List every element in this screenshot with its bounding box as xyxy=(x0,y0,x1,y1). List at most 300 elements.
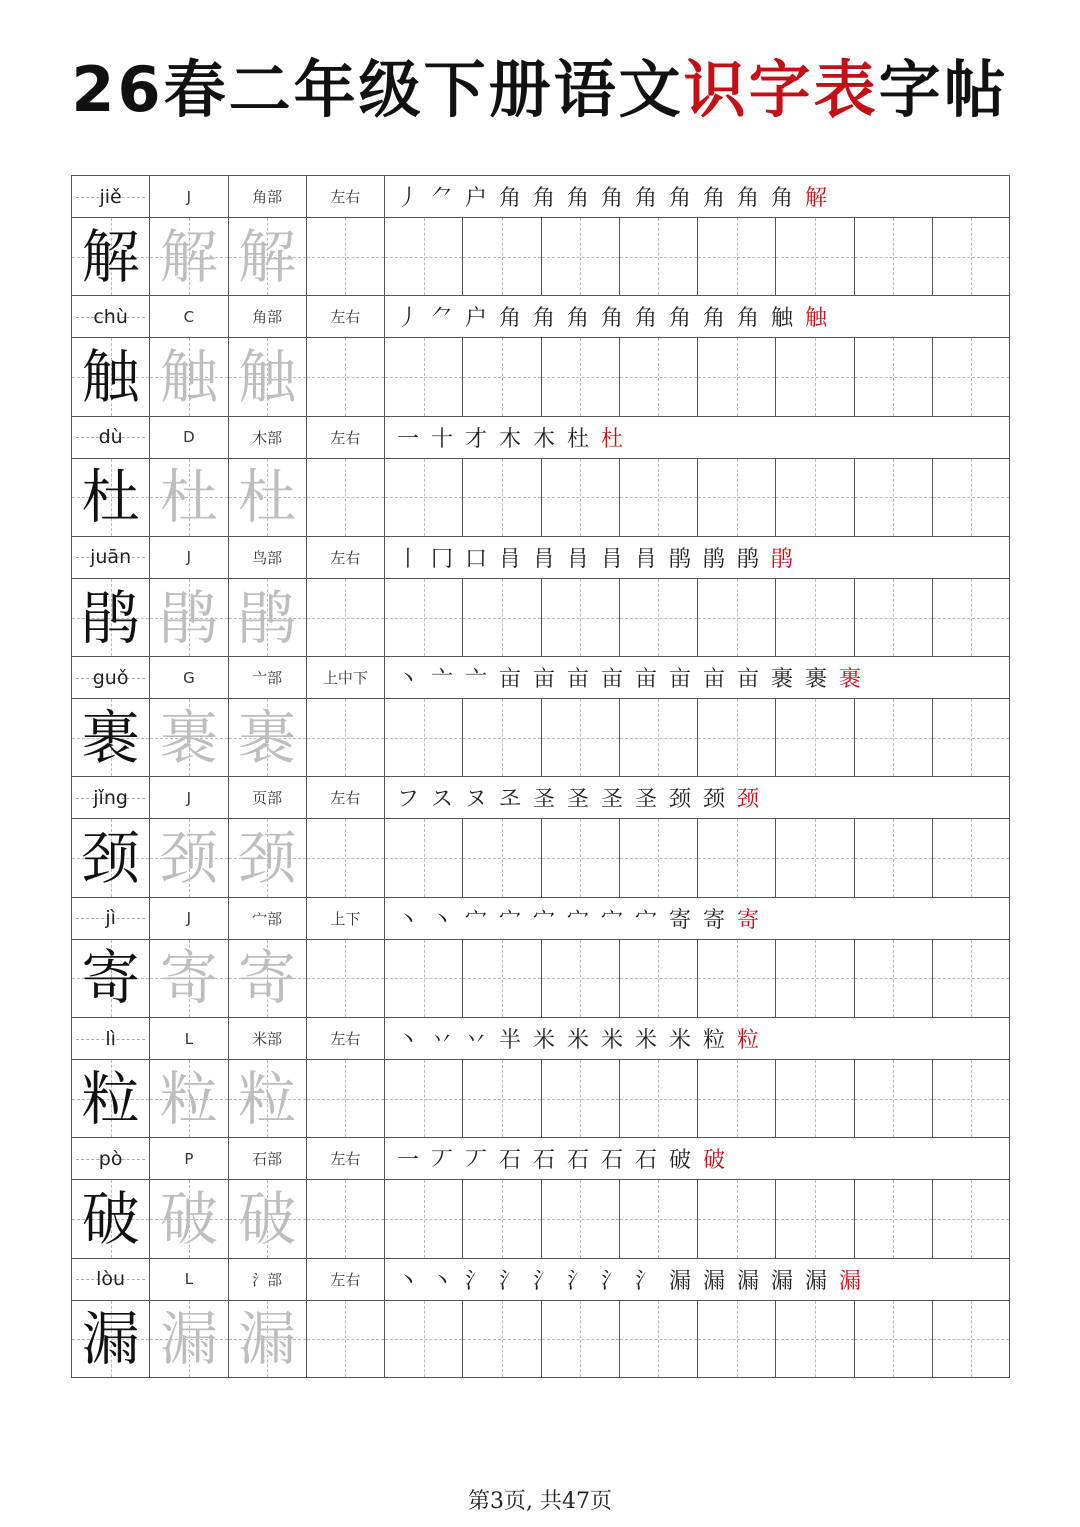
practice-box[interactable] xyxy=(697,579,775,656)
stroke-step: ⺈ xyxy=(430,306,453,332)
stroke-step: 角 xyxy=(702,306,725,332)
model-character xyxy=(71,1060,149,1137)
character-glyph: 寄 xyxy=(159,944,218,1013)
practice-box[interactable] xyxy=(854,459,932,536)
trace-character xyxy=(228,940,306,1017)
stroke-step: 氵 xyxy=(566,1268,589,1294)
practice-box[interactable] xyxy=(932,699,1010,776)
stroke-step: 氵 xyxy=(532,1268,555,1294)
stroke-step: 角 xyxy=(566,186,589,211)
stroke-step: 触 xyxy=(770,306,793,332)
character-unit xyxy=(71,897,1010,1017)
trace-character xyxy=(228,1180,306,1257)
stroke-step: 丿 xyxy=(396,186,419,211)
practice-box[interactable] xyxy=(775,1180,853,1257)
stroke-step: 漏 xyxy=(770,1268,793,1294)
trace-character xyxy=(149,1060,227,1137)
practice-box[interactable] xyxy=(697,1301,775,1377)
stroke-step: 宀 xyxy=(600,907,623,933)
practice-box[interactable] xyxy=(384,1060,462,1137)
character-glyph: 寄 xyxy=(81,944,140,1013)
stroke-step: 杜 xyxy=(600,426,623,452)
practice-box[interactable] xyxy=(932,940,1010,1017)
structure: 左右 xyxy=(306,537,384,578)
trace-character xyxy=(228,1060,306,1137)
practice-box[interactable] xyxy=(384,338,462,415)
stroke-step: 角 xyxy=(634,186,657,211)
stroke-step: 角 xyxy=(668,186,691,211)
character-glyph: 粒 xyxy=(159,1064,218,1133)
character-glyph: 漏 xyxy=(81,1304,140,1373)
stroke-order xyxy=(384,537,1010,578)
practice-box[interactable] xyxy=(697,1180,775,1257)
writing-row xyxy=(71,1300,1010,1378)
info-row xyxy=(71,776,1010,818)
practice-box[interactable] xyxy=(775,1060,853,1137)
model-character xyxy=(71,940,149,1017)
stroke-step: 角 xyxy=(702,186,725,211)
stroke-step: 石 xyxy=(566,1148,589,1174)
info-row xyxy=(71,536,1010,578)
practice-box[interactable] xyxy=(775,579,853,656)
trace-character xyxy=(149,338,227,415)
trace-character xyxy=(149,1180,227,1257)
stroke-order xyxy=(384,176,1010,217)
practice-box[interactable] xyxy=(306,940,384,1017)
stroke-step: 角 xyxy=(566,306,589,332)
stroke-step: 破 xyxy=(668,1148,691,1174)
stroke-step: 漏 xyxy=(668,1268,691,1294)
practice-box[interactable] xyxy=(854,1301,932,1377)
stroke-step: 角 xyxy=(736,186,759,211)
practice-box[interactable] xyxy=(775,338,853,415)
practice-box[interactable] xyxy=(697,218,775,295)
practice-box[interactable] xyxy=(697,338,775,415)
page-footer: 第3页, 共47页 xyxy=(468,1489,612,1514)
practice-box[interactable] xyxy=(541,1180,619,1257)
practice-box[interactable] xyxy=(462,218,540,295)
character-glyph: 粒 xyxy=(238,1064,297,1133)
practice-box[interactable] xyxy=(462,579,540,656)
character-glyph: 裹 xyxy=(81,703,140,772)
practice-box[interactable] xyxy=(932,218,1010,295)
initial-letter: C xyxy=(149,296,227,337)
practice-box[interactable] xyxy=(306,699,384,776)
character-unit xyxy=(71,656,1010,776)
radical: 页部 xyxy=(228,777,306,818)
trace-character xyxy=(228,218,306,295)
trace-character xyxy=(228,699,306,776)
practice-box[interactable] xyxy=(306,819,384,896)
practice-box[interactable] xyxy=(462,1180,540,1257)
character-unit xyxy=(71,416,1010,536)
structure: 左右 xyxy=(306,417,384,458)
character-glyph: 破 xyxy=(238,1185,297,1254)
practice-box[interactable] xyxy=(854,819,932,896)
practice-box[interactable] xyxy=(306,338,384,415)
practice-box[interactable] xyxy=(541,218,619,295)
practice-box[interactable] xyxy=(697,940,775,1017)
radical: 角部 xyxy=(228,296,306,337)
info-row xyxy=(71,175,1010,217)
stroke-step: 寄 xyxy=(702,907,725,933)
stroke-step: ヌ xyxy=(464,787,487,813)
practice-box[interactable] xyxy=(854,1180,932,1257)
radical: 木部 xyxy=(228,417,306,458)
trace-character xyxy=(149,699,227,776)
stroke-step: 亩 xyxy=(736,667,759,693)
stroke-step: 肙 xyxy=(634,546,657,572)
stroke-step: 圣 xyxy=(634,787,657,813)
stroke-step: 裹 xyxy=(838,667,861,693)
stroke-step: 口 xyxy=(464,546,487,572)
character-unit xyxy=(71,1017,1010,1137)
practice-box[interactable] xyxy=(697,1060,775,1137)
stroke-step: 米 xyxy=(532,1028,555,1054)
character-glyph: 破 xyxy=(81,1185,140,1254)
practice-box[interactable] xyxy=(462,459,540,536)
writing-row xyxy=(71,217,1010,295)
stroke-step: 亠 xyxy=(464,667,487,693)
character-unit xyxy=(71,776,1010,896)
structure: 左右 xyxy=(306,176,384,217)
character-glyph: 杜 xyxy=(159,463,218,532)
writing-row xyxy=(71,1179,1010,1257)
practice-box[interactable] xyxy=(541,579,619,656)
stroke-step: 丷 xyxy=(430,1028,453,1054)
character-glyph: 解 xyxy=(159,222,218,291)
stroke-step: 亩 xyxy=(702,667,725,693)
stroke-step: 石 xyxy=(498,1148,521,1174)
stroke-step: 角 xyxy=(532,186,555,211)
stroke-step: 才 xyxy=(464,426,487,452)
practice-box[interactable] xyxy=(306,1060,384,1137)
stroke-step: 鹃 xyxy=(702,546,725,572)
stroke-step: 亩 xyxy=(668,667,691,693)
stroke-step: 米 xyxy=(600,1028,623,1054)
writing-row xyxy=(71,578,1010,656)
stroke-step: 角 xyxy=(770,186,793,211)
stroke-step: 宀 xyxy=(464,907,487,933)
stroke-order xyxy=(384,657,1010,698)
practice-box[interactable] xyxy=(854,579,932,656)
practice-box[interactable] xyxy=(462,699,540,776)
writing-row xyxy=(71,698,1010,776)
info-row xyxy=(71,897,1010,939)
trace-character xyxy=(149,1301,227,1377)
trace-character xyxy=(228,1301,306,1377)
stroke-step: 角 xyxy=(498,306,521,332)
model-character xyxy=(71,1180,149,1257)
structure: 左右 xyxy=(306,1259,384,1300)
character-unit xyxy=(71,536,1010,656)
practice-box[interactable] xyxy=(462,338,540,415)
practice-box[interactable] xyxy=(619,459,697,536)
radical: 宀部 xyxy=(228,898,306,939)
practice-box[interactable] xyxy=(854,218,932,295)
stroke-order xyxy=(384,1138,1010,1179)
writing-row xyxy=(71,818,1010,896)
stroke-step: 鹃 xyxy=(770,546,793,572)
practice-box[interactable] xyxy=(384,699,462,776)
pinyin: guǒ xyxy=(71,657,149,698)
stroke-step: 米 xyxy=(566,1028,589,1054)
practice-box[interactable] xyxy=(306,218,384,295)
practice-box[interactable] xyxy=(775,459,853,536)
trace-character xyxy=(149,218,227,295)
stroke-step: 丿 xyxy=(396,306,419,332)
stroke-step: 颈 xyxy=(736,787,759,813)
character-glyph: 漏 xyxy=(238,1304,297,1373)
stroke-step: 十 xyxy=(430,426,453,452)
practice-grid xyxy=(71,175,1010,1378)
practice-box[interactable] xyxy=(932,1060,1010,1137)
model-character xyxy=(71,1301,149,1377)
practice-box[interactable] xyxy=(854,699,932,776)
practice-box[interactable] xyxy=(619,1060,697,1137)
character-glyph: 寄 xyxy=(238,944,297,1013)
initial-letter: P xyxy=(149,1138,227,1179)
practice-box[interactable] xyxy=(541,819,619,896)
initial-letter: D xyxy=(149,417,227,458)
stroke-step: 宀 xyxy=(566,907,589,933)
practice-box[interactable] xyxy=(854,338,932,415)
practice-box[interactable] xyxy=(619,218,697,295)
stroke-step: 裹 xyxy=(770,667,793,693)
practice-box[interactable] xyxy=(697,459,775,536)
pinyin: lòu xyxy=(71,1259,149,1300)
stroke-step: 角 xyxy=(634,306,657,332)
stroke-step: 角 xyxy=(600,186,623,211)
practice-box[interactable] xyxy=(932,579,1010,656)
model-character xyxy=(71,338,149,415)
stroke-order xyxy=(384,1018,1010,1059)
stroke-step: 肙 xyxy=(532,546,555,572)
character-glyph: 破 xyxy=(159,1185,218,1254)
practice-box[interactable] xyxy=(384,1301,462,1377)
practice-box[interactable] xyxy=(775,940,853,1017)
pinyin: jiě xyxy=(71,176,149,217)
writing-row xyxy=(71,458,1010,536)
stroke-step: 氵 xyxy=(600,1268,623,1294)
practice-box[interactable] xyxy=(541,699,619,776)
stroke-step: 鹃 xyxy=(736,546,759,572)
practice-box[interactable] xyxy=(619,338,697,415)
initial-letter: J xyxy=(149,537,227,578)
character-glyph: 鹃 xyxy=(81,583,140,652)
stroke-step: 漏 xyxy=(702,1268,725,1294)
page-title: 26春二年级下册语文识字表字帖 xyxy=(71,53,1009,126)
practice-box[interactable] xyxy=(541,1301,619,1377)
practice-box[interactable] xyxy=(697,819,775,896)
info-row xyxy=(71,295,1010,337)
writing-row xyxy=(71,1059,1010,1137)
stroke-step: 木 xyxy=(498,426,521,452)
practice-box[interactable] xyxy=(619,1301,697,1377)
stroke-step: 漏 xyxy=(736,1268,759,1294)
stroke-step: 亩 xyxy=(634,667,657,693)
radical: 鸟部 xyxy=(228,537,306,578)
stroke-step: 角 xyxy=(668,306,691,332)
trace-character xyxy=(228,579,306,656)
stroke-step: 解 xyxy=(804,186,827,211)
practice-box[interactable] xyxy=(384,819,462,896)
character-glyph: 颈 xyxy=(159,824,218,893)
practice-box[interactable] xyxy=(932,459,1010,536)
practice-box[interactable] xyxy=(384,579,462,656)
practice-box[interactable] xyxy=(775,819,853,896)
character-unit xyxy=(71,1258,1010,1378)
practice-box[interactable] xyxy=(384,940,462,1017)
practice-box[interactable] xyxy=(619,1180,697,1257)
practice-box[interactable] xyxy=(932,1180,1010,1257)
character-glyph: 触 xyxy=(238,342,297,411)
initial-letter: J xyxy=(149,777,227,818)
info-row xyxy=(71,1017,1010,1059)
stroke-step: 肙 xyxy=(566,546,589,572)
stroke-step: 角 xyxy=(532,306,555,332)
stroke-step: ス xyxy=(430,787,453,813)
stroke-step: ⺈ xyxy=(430,186,453,211)
practice-box[interactable] xyxy=(462,1301,540,1377)
practice-box[interactable] xyxy=(384,459,462,536)
practice-box[interactable] xyxy=(541,338,619,415)
trace-character xyxy=(149,579,227,656)
radical: 亠部 xyxy=(228,657,306,698)
stroke-step: 圣 xyxy=(566,787,589,813)
stroke-step: 丆 xyxy=(464,1148,487,1174)
pinyin: jǐng xyxy=(71,777,149,818)
stroke-step: 氵 xyxy=(464,1268,487,1294)
stroke-order xyxy=(384,296,1010,337)
stroke-step: 丶 xyxy=(396,1028,419,1054)
trace-character xyxy=(228,819,306,896)
practice-box[interactable] xyxy=(619,579,697,656)
practice-box[interactable] xyxy=(697,699,775,776)
stroke-step: 户 xyxy=(464,306,487,332)
stroke-step: 亠 xyxy=(430,667,453,693)
stroke-step: 石 xyxy=(634,1148,657,1174)
stroke-step: 圣 xyxy=(600,787,623,813)
character-glyph: 鹃 xyxy=(159,583,218,652)
character-glyph: 颈 xyxy=(238,824,297,893)
stroke-order xyxy=(384,1259,1010,1300)
stroke-order xyxy=(384,417,1010,458)
title-highlight: 识字表 xyxy=(683,53,879,126)
stroke-step: 角 xyxy=(498,186,521,211)
practice-box[interactable] xyxy=(541,940,619,1017)
radical: 石部 xyxy=(228,1138,306,1179)
radical: 氵部 xyxy=(228,1259,306,1300)
practice-box[interactable] xyxy=(619,819,697,896)
stroke-step: 木 xyxy=(532,426,555,452)
practice-box[interactable] xyxy=(384,1180,462,1257)
stroke-step: 鹃 xyxy=(668,546,691,572)
practice-box[interactable] xyxy=(462,940,540,1017)
model-character xyxy=(71,218,149,295)
model-character xyxy=(71,459,149,536)
stroke-step: 颈 xyxy=(668,787,691,813)
stroke-step: 半 xyxy=(498,1028,521,1054)
practice-box[interactable] xyxy=(462,819,540,896)
practice-box[interactable] xyxy=(619,940,697,1017)
stroke-step: 触 xyxy=(804,306,827,332)
stroke-step: 角 xyxy=(600,306,623,332)
stroke-step: 角 xyxy=(736,306,759,332)
stroke-step: 肙 xyxy=(498,546,521,572)
writing-row xyxy=(71,337,1010,415)
pinyin: lì xyxy=(71,1018,149,1059)
info-row xyxy=(71,656,1010,698)
practice-box[interactable] xyxy=(775,1301,853,1377)
trace-character xyxy=(149,459,227,536)
stroke-step: 一 xyxy=(396,426,419,452)
stroke-step: 米 xyxy=(634,1028,657,1054)
character-glyph: 解 xyxy=(238,222,297,291)
stroke-step: 丆 xyxy=(430,1148,453,1174)
stroke-step: 丶 xyxy=(430,1268,453,1294)
info-row xyxy=(71,1258,1010,1300)
practice-box[interactable] xyxy=(775,218,853,295)
stroke-step: 冂 xyxy=(430,546,453,572)
practice-box[interactable] xyxy=(854,940,932,1017)
initial-letter: J xyxy=(149,898,227,939)
practice-box[interactable] xyxy=(306,459,384,536)
practice-box[interactable] xyxy=(541,1060,619,1137)
practice-box[interactable] xyxy=(541,459,619,536)
practice-box[interactable] xyxy=(932,338,1010,415)
practice-box[interactable] xyxy=(854,1060,932,1137)
info-row xyxy=(71,416,1010,458)
initial-letter: G xyxy=(149,657,227,698)
practice-box[interactable] xyxy=(384,218,462,295)
practice-box[interactable] xyxy=(306,1301,384,1377)
structure: 左右 xyxy=(306,777,384,818)
stroke-order xyxy=(384,898,1010,939)
structure: 上中下 xyxy=(306,657,384,698)
model-character xyxy=(71,819,149,896)
structure: 左右 xyxy=(306,296,384,337)
stroke-step: 颈 xyxy=(702,787,725,813)
practice-box[interactable] xyxy=(932,819,1010,896)
structure: 左右 xyxy=(306,1138,384,1179)
initial-letter: J xyxy=(149,176,227,217)
practice-box[interactable] xyxy=(932,1301,1010,1377)
character-unit xyxy=(71,1137,1010,1257)
practice-box[interactable] xyxy=(306,579,384,656)
stroke-step: 石 xyxy=(532,1148,555,1174)
model-character xyxy=(71,699,149,776)
pinyin: dù xyxy=(71,417,149,458)
stroke-step: 丶 xyxy=(430,907,453,933)
info-row xyxy=(71,1137,1010,1179)
character-glyph: 裹 xyxy=(238,703,297,772)
character-glyph: 裹 xyxy=(159,703,218,772)
stroke-step: 石 xyxy=(600,1148,623,1174)
practice-box[interactable] xyxy=(462,1060,540,1137)
practice-box[interactable] xyxy=(619,699,697,776)
radical: 米部 xyxy=(228,1018,306,1059)
practice-box[interactable] xyxy=(306,1180,384,1257)
stroke-step: 寄 xyxy=(736,907,759,933)
trace-character xyxy=(228,459,306,536)
stroke-step: 寄 xyxy=(668,907,691,933)
pinyin: pò xyxy=(71,1138,149,1179)
stroke-step: 圣 xyxy=(532,787,555,813)
character-glyph: 漏 xyxy=(159,1304,218,1373)
practice-box[interactable] xyxy=(775,699,853,776)
initial-letter: L xyxy=(149,1018,227,1059)
